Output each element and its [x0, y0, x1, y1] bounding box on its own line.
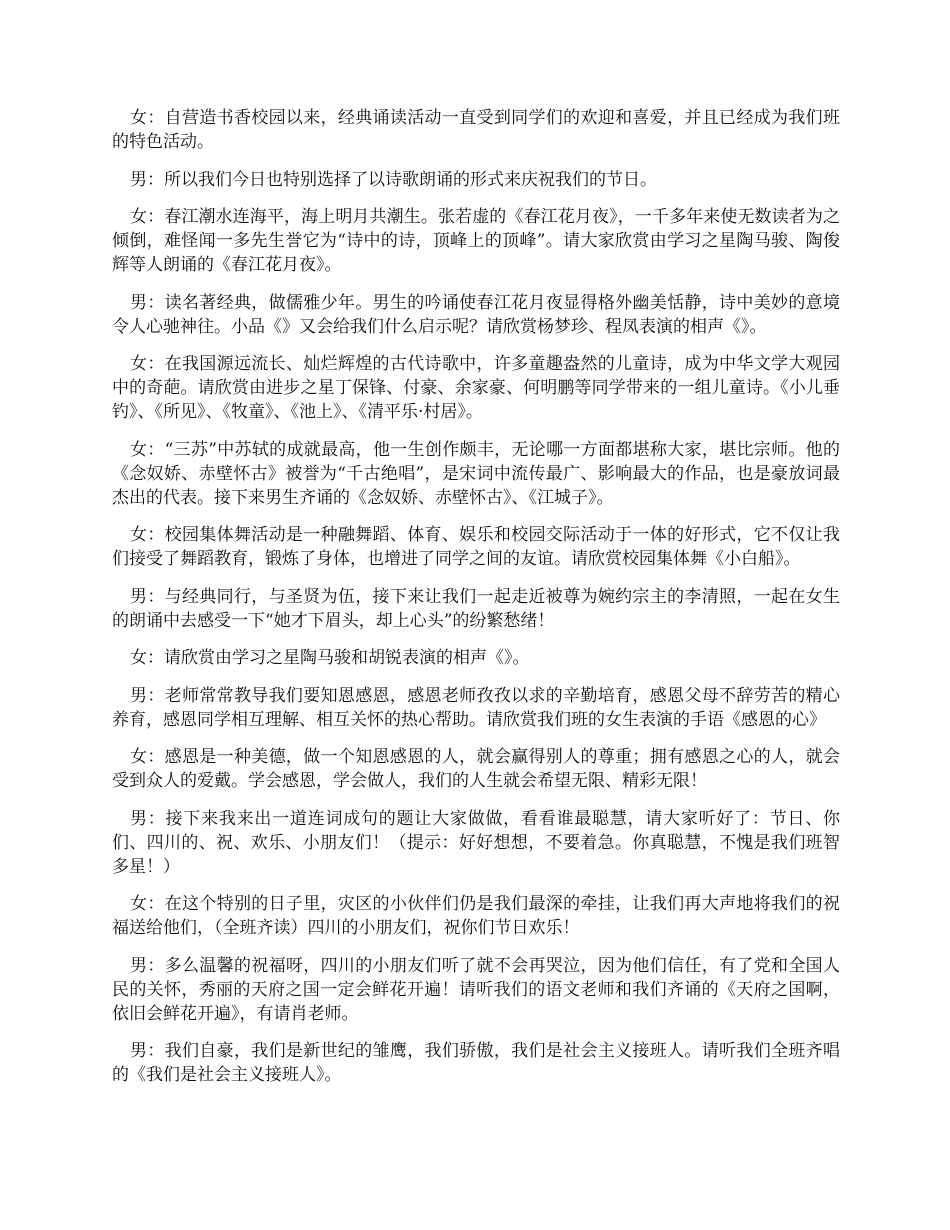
paragraph-11: 女：感恩是一种美德，做一个知恩感恩的人，就会赢得别人的尊重；拥有感恩之心的人，就会受到众人的爱戴。学会感恩，学会做人，我们的人生就会希望无限、精彩无限！: [112, 747, 840, 791]
document-body: [112, 106, 840, 1101]
paragraph-13: 女：在这个特别的日子里，灾区的小伙伴们仍是我们最深的牵挂，让我们再大声地将我们的祝福送给他们，（全班齐读）四川的小朋友们，祝你们节日欢乐！: [112, 894, 840, 938]
paragraph-7: 女：校园集体舞活动是一种融舞蹈、体育、娱乐和校园交际活动于一体的好形式，它不仅让我们接受了舞蹈教育，锻炼了身体，也增进了同学之间的友谊。请欣赏校园集体舞《小白船》。: [112, 525, 840, 569]
paragraph-12: 男：接下来我来出一道连词成句的题让大家做做，看看谁最聪慧，请大家听好了：节日、你们、四川的、祝、欢乐、小朋友们！（提示：好好想想，不要着急。你真聪慧，不愧是我们班智多星！）: [112, 808, 840, 877]
paragraph-1: 女：自营造书香校园以来，经典诵读活动一直受到同学们的欢迎和喜爱，并且已经成为我们班的特色活动。: [112, 108, 840, 152]
paragraph-9: 女：请欣赏由学习之星陶马骏和胡锐表演的相声《》。: [130, 648, 530, 668]
paragraph-5: 女：在我国源远流长、灿烂辉煌的古代诗歌中，许多童趣盎然的儿童诗，成为中华文学大观园中的奇葩。请欣赏由进步之星丁保锋、付豪、余家豪、何明鹏等同学带来的一组儿童诗。《小儿垂钓》、《所见》、《牧童》、《池上》、《清平乐·村居》。: [112, 354, 840, 422]
paragraph-3: 女：春江潮水连海平，海上明月共潮生。张若虚的《春江花月夜》，一千多年来使无数读者为之倾倒，难怪闻一多先生誉它为“诗中的诗，顶峰上的顶峰”。请大家欣赏由学习之星陶马骏、陶俊辉等人朗诵的《春江花月夜》。: [112, 207, 840, 275]
paragraph-10: 男：老师常常教导我们要知恩感恩，感恩老师孜孜以求的辛勤培育，感恩父母不辞劳苦的精心养育，感恩同学相互理解、相互关怀的热心帮助。请欣赏我们班的女生表演的手语《感恩的心》: [112, 685, 840, 730]
paragraph-14: 男：多么温馨的祝福呀，四川的小朋友们听了就不会再哭泣，因为他们信任，有了党和全国人民的关怀，秀丽的天府之国一定会鲜花开遍！请听我们的语文老师和我们齐诵的《天府之国啊，依旧会鲜花开遍》，有请肖老师。: [112, 955, 840, 1024]
paragraph-8: 男：与经典同行，与圣贤为伍，接下来让我们一起走近被尊为婉约宗主的李清照，一起在女生的朗诵中去感受一下“她才下眉头，却上心头”的纷繁愁绪！: [112, 586, 840, 631]
paragraph-2: 男：所以我们今日也特别选择了以诗歌朗诵的形式来庆祝我们的节日。: [130, 169, 657, 190]
paragraph-4: 男：读名著经典，做儒雅少年。男生的吟诵使春江花月夜显得格外幽美恬静，诗中美妙的意境令人心驰神往。小品《》又会给我们什么启示呢？请欣赏杨梦珍、程凤表演的相声《》。: [112, 292, 840, 337]
paragraph-15: 男：我们自豪，我们是新世纪的雏鹰，我们骄傲，我们是社会主义接班人。请听我们全班齐唱的《我们是社会主义接班人》。: [112, 1041, 840, 1085]
paragraph-6: 女：“三苏”中苏轼的成就最高，他一生创作颇丰，无论哪一方面都堪称大家，堪比宗师。他的《念奴娇、赤壁怀古》被誉为“千古绝唱”，是宋词中流传最广、影响最大的作品，也是豪放词最杰出的代表。接下来男生齐诵的《念奴娇、赤壁怀古》、《江城子》。: [112, 439, 840, 508]
